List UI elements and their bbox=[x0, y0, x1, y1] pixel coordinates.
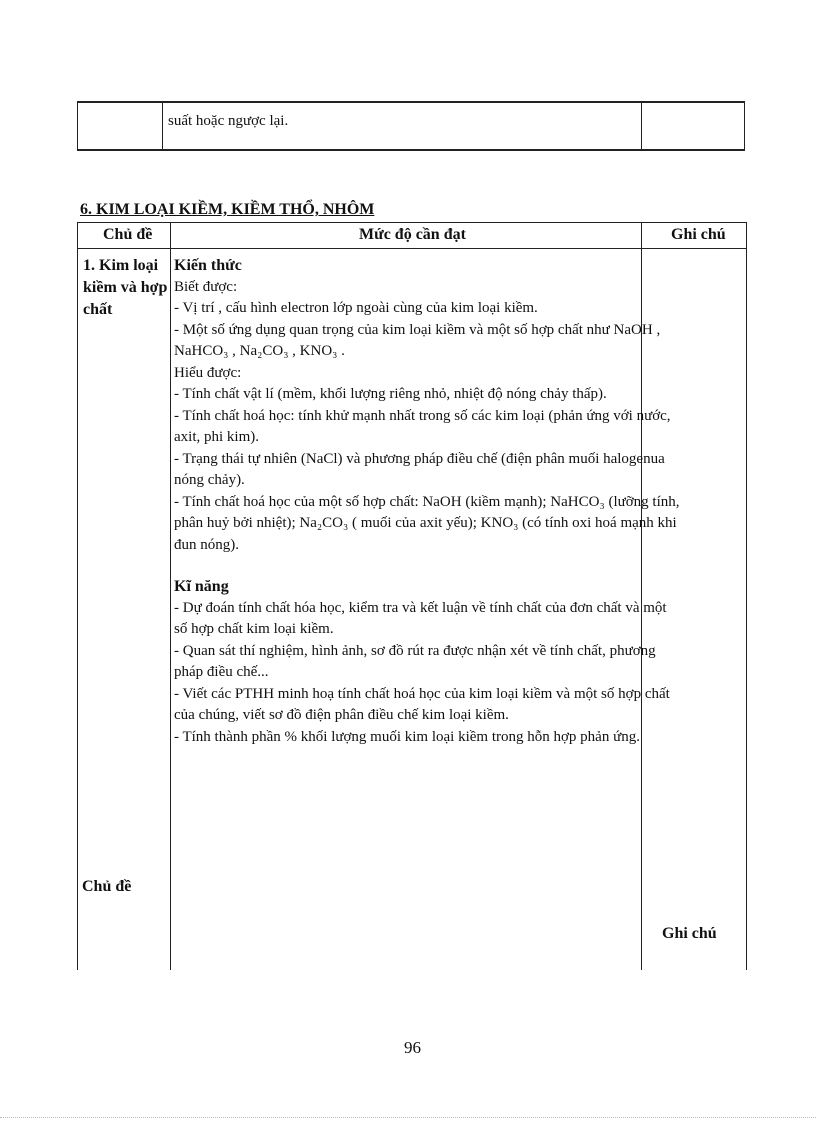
skill-item: số hợp chất kim loại kiềm. bbox=[174, 621, 334, 637]
topic-line: kiềm và hợp bbox=[83, 279, 168, 296]
skill-item: pháp điều chế... bbox=[174, 664, 269, 680]
table-divider bbox=[641, 103, 642, 149]
table-border-left bbox=[77, 222, 78, 970]
know-item: NaHCO₃ , Na₂CO₃ , KNO₃ . bbox=[174, 343, 345, 359]
knowledge-heading: Kiến thức bbox=[174, 257, 242, 274]
skill-item: của chúng, viết sơ đồ điện phân điều chế kim loại kiềm. bbox=[174, 707, 509, 723]
understand-label: Hiểu được: bbox=[174, 364, 242, 381]
skill-item: - Dự đoán tính chất hóa học, kiểm tra và kết luận về tính chất của đơn chất và một bbox=[174, 599, 667, 616]
understand-item: đun nóng). bbox=[174, 536, 239, 553]
main-table bbox=[77, 222, 747, 970]
skills-heading: Kĩ năng bbox=[174, 578, 229, 595]
understand-item: nóng chảy). bbox=[174, 472, 245, 488]
table-border-top bbox=[77, 222, 747, 223]
page-number: 96 bbox=[404, 1038, 421, 1057]
understand-item: - Tính chất vật lí (mềm, khối lượng riêng nhỏ, nhiệt độ nóng chảy thấp). bbox=[174, 386, 607, 402]
skill-item: - Viết các PTHH minh hoạ tính chất hoá học của kim loại kiềm và một số hợp chất bbox=[174, 685, 670, 702]
table-divider bbox=[162, 103, 163, 149]
understand-item: phân huỷ bởi nhiệt); Na₂CO₃ ( muối của axit yếu); KNO₃ (có tính oxi hoá mạnh khi bbox=[174, 515, 677, 531]
understand-item: - Trạng thái tự nhiên (NaCl) và phương pháp điều chế (điện phân muối halogenua bbox=[174, 450, 665, 467]
skill-item: - Tính thành phần % khối lượng muối kim loại kiềm trong hỗn hợp phản ứng. bbox=[174, 728, 640, 745]
know-item: - Một số ứng dụng quan trọng của kim loại kiềm và một số hợp chất như NaOH , bbox=[174, 321, 661, 338]
section-title: 6. KIM LOẠI KIỀM, KIỀM THỔ, NHÔM bbox=[80, 201, 375, 218]
know-label: Biết được: bbox=[174, 278, 238, 295]
topic-cell bbox=[83, 255, 167, 321]
repeat-topic-label: Chủ đề bbox=[82, 878, 132, 895]
topic-line: chất bbox=[83, 301, 113, 318]
previous-table-cell-text: suất hoặc ngược lại. bbox=[168, 113, 289, 129]
header-notes: Ghi chú bbox=[671, 226, 726, 243]
header-divider bbox=[77, 248, 747, 249]
table-border-right bbox=[746, 222, 747, 970]
understand-item: - Tính chất hoá học của một số hợp chất: NaOH (kiềm mạnh); NaHCO₃ (lưỡng tính, bbox=[174, 493, 680, 510]
header-topic: Chủ đề bbox=[103, 226, 153, 243]
skill-item: - Quan sát thí nghiệm, hình ảnh, sơ đồ rút ra được nhận xét về tính chất, phương bbox=[174, 642, 656, 659]
column-divider bbox=[170, 222, 171, 970]
previous-table bbox=[77, 101, 745, 151]
repeat-note-label: Ghi chú bbox=[662, 925, 717, 942]
know-item: - Vị trí , cấu hình electron lớp ngoài cùng của kim loại kiềm. bbox=[174, 300, 538, 316]
topic-line: 1. Kim loại bbox=[83, 257, 159, 274]
understand-item: - Tính chất hoá học: tính khử mạnh nhất trong số các kim loại (phản ứng với nước, bbox=[174, 407, 671, 424]
understand-item: axit, phi kim). bbox=[174, 429, 259, 445]
requirements-cell bbox=[174, 255, 714, 748]
header-requirements: Mức độ cần đạt bbox=[359, 226, 466, 243]
footer-divider bbox=[0, 1117, 816, 1118]
